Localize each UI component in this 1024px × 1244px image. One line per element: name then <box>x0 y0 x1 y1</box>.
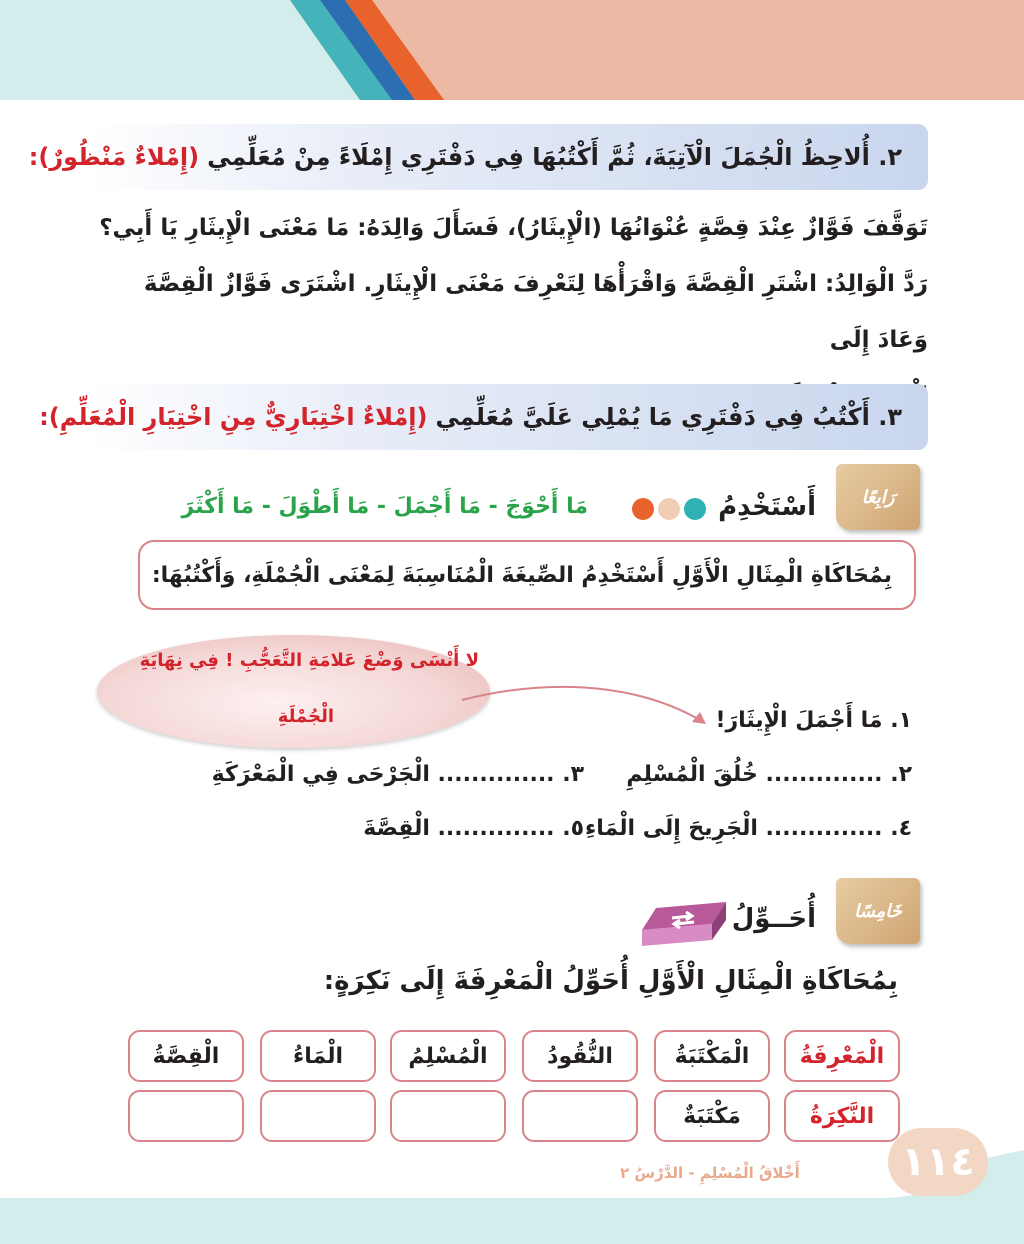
section-4-tab: رَابِعًا <box>836 464 920 530</box>
table-cell: الْمَكْتَبَةُ <box>654 1030 770 1082</box>
table-cell: الْمُسْلِمُ <box>390 1030 506 1082</box>
exercise-2-instruction: ٢. أُلاحِظُ الْجُمَلَ الْآتِيَةَ، ثُمَّ أَكْتُبُهَا فِي دَفْتَرِي إِمْلَاءً مِنْ مُعَلِّمِي <box>207 143 902 171</box>
note-arrow-icon <box>460 680 720 740</box>
footer-band <box>0 1150 1024 1244</box>
table-cell: النَّكِرَةُ <box>784 1090 900 1142</box>
exercise-2-type: (إِمْلاءٌ مَنْظُورٌ): <box>28 143 200 171</box>
note-line-2: الْجُمْلَةِ <box>277 706 334 727</box>
section-4-phrases: مَا أَحْوَجَ - مَا أَجْمَلَ - مَا أَطْوَلَ - مَا أَكْثَرَ <box>181 494 588 519</box>
example-item-3: ٣. .............. الْجَرْحَى فِي الْمَعْرَكَةِ <box>211 762 584 787</box>
section-4-instruction: بِمُحَاكَاةِ الْمِثَالِ الْأَوَّلِ أَسْتَخْدِمُ الصِّيغَةَ الْمُنَاسِبَةَ لِمَعْنَى الْجُمْلَةِ، وَأَكْتُبُهَا: <box>151 562 892 588</box>
exercise-3-type: (إِمْلاءٌ اخْتِبَارِيٌّ مِنِ اخْتِيَارِ الْمُعَلِّمِ): <box>39 403 428 431</box>
example-item-2: ٢. .............. خُلُقَ الْمُسْلِمِ <box>626 762 912 787</box>
example-item-4: ٤. .............. الْجَرِيحَ إِلَى الْمَاءِ <box>584 816 912 841</box>
section-4-instruction-box <box>138 540 916 610</box>
table-cell-blank <box>128 1090 244 1142</box>
paragraph-line: رَدَّ الْوَالِدُ: اشْتَرِ الْقِصَّةَ وَاقْرَأْهَا لِتَعْرِفَ مَعْنَى الْإِيثَارِ. اشْتَرَى فَوَّازٌ الْقِصَّةَ وَعَادَ إِلَى <box>143 271 928 353</box>
table-cell: النُّقُودُ <box>522 1030 638 1082</box>
example-item-5: ٥. .............. الْقِصَّةَ <box>363 816 584 841</box>
section-5-tab: خَامِسًا <box>836 878 920 944</box>
note-line-1: لا أَنْسَى وَضْعَ عَلامَةِ التَّعَجُّبِ ! فِي نِهَايَةِ <box>139 650 479 671</box>
exercise-3-instruction-bar <box>39 384 928 450</box>
table-cell: الْمَعْرِفَةُ <box>784 1030 900 1082</box>
section-5-instruction: بِمُحَاكَاةِ الْمِثَالِ الْأَوَّلِ أُحَوِّلُ الْمَعْرِفَةَ إِلَى نَكِرَةٍ: <box>323 966 898 996</box>
dot-icon <box>658 498 680 520</box>
table-cell-blank <box>390 1090 506 1142</box>
example-item-1: ١. مَا أَجْمَلَ الْإِيثَارَ! <box>715 708 912 733</box>
dot-icon <box>632 498 654 520</box>
table-cell-blank <box>260 1090 376 1142</box>
table-cell: الْمَاءُ <box>260 1030 376 1082</box>
exercise-3-instruction: ٣. أَكْتُبُ فِي دَفْتَرِي مَا يُمْلِي عَلَيَّ مُعَلِّمِي <box>435 403 902 431</box>
exercise-2-instruction-bar <box>28 124 928 190</box>
book-icon <box>642 900 726 946</box>
footer-lesson: أَخْلاقُ الْمُسْلِمِ - الدَّرْسُ ٢ <box>620 1164 800 1182</box>
table-cell: الْقِصَّةُ <box>128 1030 244 1082</box>
table-cell-blank <box>522 1090 638 1142</box>
dot-icon <box>684 498 706 520</box>
header-band <box>0 0 1024 100</box>
section-4-title: أَسْتَخْدِمُ <box>718 492 816 522</box>
section-5-title: أُحَــوِّلُ <box>731 904 816 934</box>
page-number: ١١٤ <box>888 1128 988 1196</box>
paragraph-line: تَوَقَّفَ فَوَّازٌ عِنْدَ قِصَّةٍ عُنْوَانُهَا (الْإِيثَارُ)، فَسَأَلَ وَالِدَهُ: مَا مَعْنَى الْإِيثَارِ يَا أَبِي؟ <box>99 215 928 241</box>
table-cell: مَكْتَبَةٌ <box>654 1090 770 1142</box>
